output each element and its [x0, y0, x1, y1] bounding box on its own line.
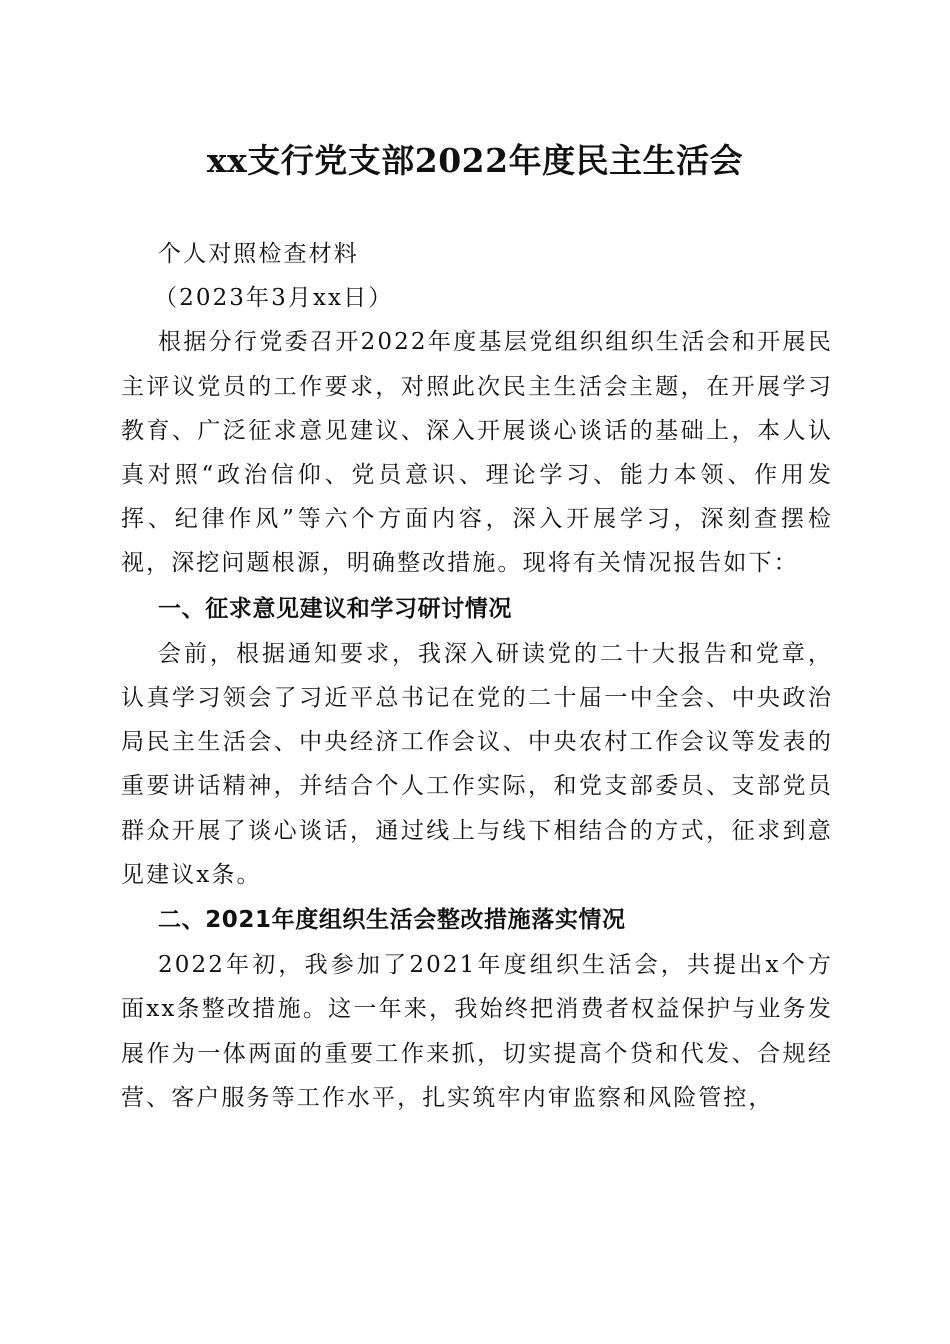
intro-paragraph: 根据分行党委召开2022年度基层党组织组织生活会和开展民主评议党员的工作要求，对照此次民主生活会主题，在开展学习教育、广泛征求意见建议、深入开展谈心谈话的基础上，本人认真对照“政治信仰、党员意识、理论学习、能力本领、作用发挥、纪律作风”等六个方面内容，深入开展学习，深刻查摆检视，深挖问题根源，明确整改措施。现将有关情况报告如下：	[121, 329, 833, 577]
section-1-paragraph: 会前，根据通知要求，我深入研读党的二十大报告和党章，认真学习领会了习近平总书记在党的二十届一中全会、中央政治局民主生活会、中央经济工作会议、中央农村工作会议等发表的重要讲话精神，并结合个人工作实际，和党支部委员、支部党员群众开展了谈心谈话，通过线上与线下相结合的方式，征求到意见建议x条。	[121, 640, 833, 888]
document-subtitle: 个人对照检查材料	[158, 241, 359, 267]
document-date: （2023年3月xx日）	[154, 285, 394, 312]
section-2-heading: 二、2021年度组织生活会整改措施落实情况	[158, 907, 626, 934]
document-title: xx支行党支部2022年度民主生活会	[206, 141, 744, 180]
section-1-heading: 一、征求意见建议和学习研讨情况	[158, 595, 512, 622]
section-2-paragraph: 2022年初，我参加了2021年度组织生活会，共提出x个方面xx条整改措施。这一年来，我始终把消费者权益保护与业务发展作为一体两面的重要工作来抓，切实提高个贷和代发、合规经营、客户服务等工作水平，扎实筑牢内审监察和风险管控，	[121, 952, 833, 1111]
document-body	[121, 232, 833, 1120]
